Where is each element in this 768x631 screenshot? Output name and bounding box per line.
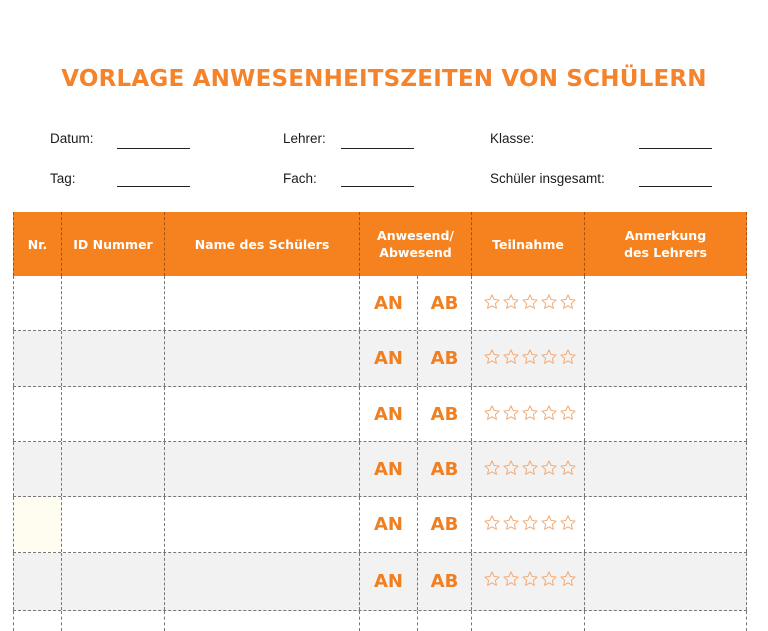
star-icon[interactable] [521,514,539,532]
id-cell[interactable] [62,442,165,496]
partial-cell [62,611,165,631]
star-icon[interactable] [521,570,539,588]
star-icon[interactable] [483,293,501,311]
star-icon[interactable] [540,348,558,366]
header-remark-line2: des Lehrers [624,245,707,260]
table-row [13,442,747,497]
star-icon[interactable] [483,459,501,477]
remark-cell[interactable] [585,331,747,386]
header-remark-line1: Anmerkung [624,228,707,243]
header-nr: Nr. [13,212,62,276]
star-icon[interactable] [559,293,577,311]
nr-cell[interactable] [13,276,62,330]
absent-option[interactable]: AB [418,497,472,552]
star-icon[interactable] [521,404,539,422]
present-option[interactable]: AN [360,276,418,330]
partial-cell [585,611,747,631]
remark-cell[interactable] [585,553,747,610]
teacher-label: Lehrer: [283,131,326,146]
subject-label: Fach: [283,171,317,186]
header-attendance-line1: Anwesend/ [377,228,454,243]
star-icon[interactable] [483,514,501,532]
name-cell[interactable] [165,387,360,441]
star-icon[interactable] [502,570,520,588]
star-icon[interactable] [502,459,520,477]
remark-cell[interactable] [585,387,747,441]
nr-cell[interactable] [13,497,62,552]
partial-cell [165,611,360,631]
star-icon[interactable] [540,514,558,532]
star-icon[interactable] [559,348,577,366]
star-icon[interactable] [521,348,539,366]
star-icon[interactable] [502,293,520,311]
table-row [13,276,747,331]
star-icon[interactable] [540,404,558,422]
participation-rating [472,497,585,552]
star-icon[interactable] [521,293,539,311]
table-row [13,387,747,442]
page-title: VORLAGE ANWESENHEITSZEITEN VON SCHÜLERN [61,66,707,92]
absent-option[interactable]: AB [418,387,472,441]
star-icon[interactable] [483,404,501,422]
name-cell[interactable] [165,442,360,496]
nr-cell[interactable] [13,553,62,610]
star-icon[interactable] [483,348,501,366]
header-attendance-line2: Abwesend [379,245,452,260]
present-option[interactable]: AN [360,497,418,552]
remark-cell[interactable] [585,276,747,330]
participation-rating [472,276,585,330]
name-cell[interactable] [165,553,360,610]
present-option[interactable]: AN [360,442,418,496]
star-icon[interactable] [540,293,558,311]
name-cell[interactable] [165,497,360,552]
participation-rating [472,553,585,610]
id-cell[interactable] [62,331,165,386]
teacher-field[interactable] [341,148,414,149]
remark-cell[interactable] [585,442,747,496]
star-icon[interactable] [521,459,539,477]
name-cell[interactable] [165,276,360,330]
partial-cell [360,611,418,631]
star-icon[interactable] [540,459,558,477]
present-option[interactable]: AN [360,553,418,610]
remark-cell[interactable] [585,497,747,552]
absent-option[interactable]: AB [418,276,472,330]
total-students-label: Schüler insgesamt: [490,171,605,186]
class-label: Klasse: [490,131,535,146]
star-icon[interactable] [540,570,558,588]
star-icon[interactable] [559,514,577,532]
subject-field[interactable] [341,186,414,187]
header-attendance [360,212,472,276]
id-cell[interactable] [62,276,165,330]
absent-option[interactable]: AB [418,442,472,496]
day-label: Tag: [50,171,76,186]
present-option[interactable]: AN [360,387,418,441]
id-cell[interactable] [62,387,165,441]
header-remark [585,212,747,276]
table-row [13,553,747,611]
nr-cell[interactable] [13,387,62,441]
total-students-field[interactable] [639,186,712,187]
name-cell[interactable] [165,331,360,386]
star-icon[interactable] [502,514,520,532]
id-cell[interactable] [62,497,165,552]
nr-cell[interactable] [13,331,62,386]
star-icon[interactable] [559,570,577,588]
class-field[interactable] [639,148,712,149]
header-participation: Teilnahme [472,212,585,276]
nr-cell[interactable] [13,442,62,496]
absent-option[interactable]: AB [418,553,472,610]
star-icon[interactable] [559,404,577,422]
star-icon[interactable] [483,570,501,588]
date-field[interactable] [117,148,190,149]
table-row [13,497,747,553]
header-name: Name des Schülers [165,212,360,276]
table-row [13,331,747,387]
header-id: ID Nummer [62,212,165,276]
absent-option[interactable]: AB [418,331,472,386]
day-field[interactable] [117,186,190,187]
date-label: Datum: [50,131,94,146]
partial-cell [13,611,62,631]
star-icon[interactable] [502,348,520,366]
partial-cell [472,611,585,631]
table-row-partial [13,611,747,631]
participation-rating [472,387,585,441]
star-icon[interactable] [502,404,520,422]
id-cell[interactable] [62,553,165,610]
participation-rating [472,442,585,496]
present-option[interactable]: AN [360,331,418,386]
participation-rating [472,331,585,386]
star-icon[interactable] [559,459,577,477]
partial-cell [418,611,472,631]
